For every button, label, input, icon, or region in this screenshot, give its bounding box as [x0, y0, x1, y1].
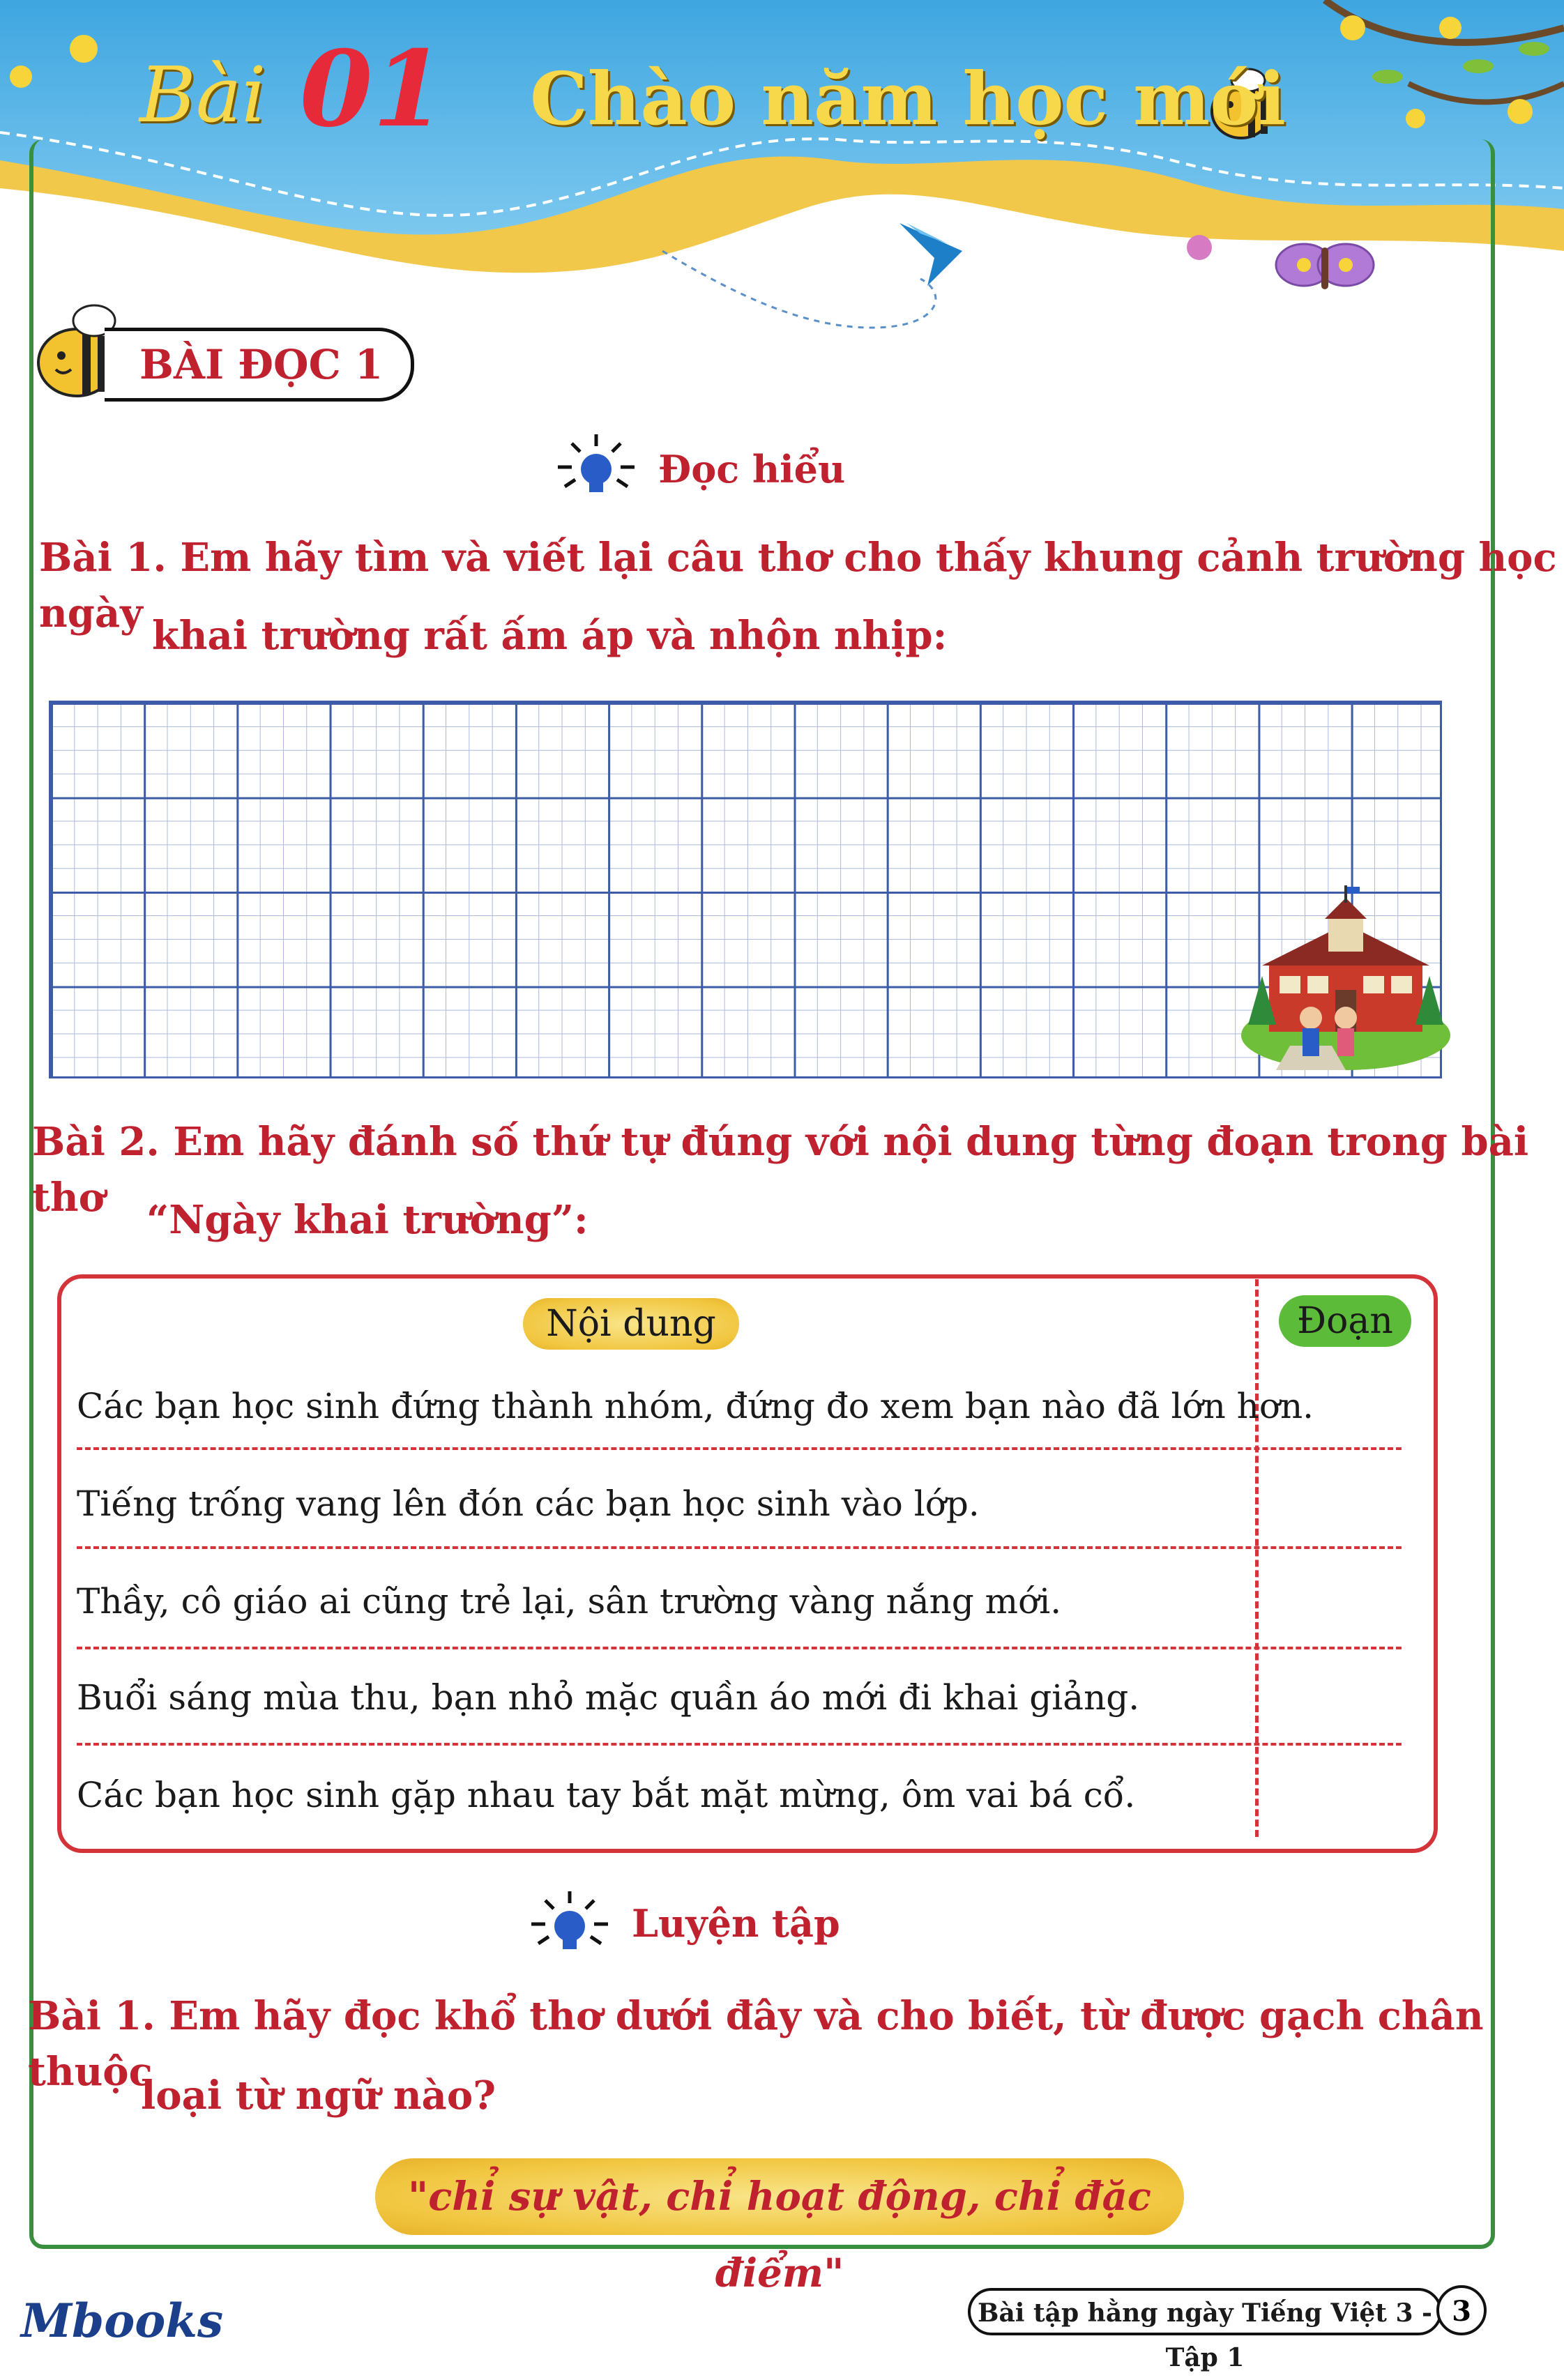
- table-row: Thầy, cô giáo ai cũng trẻ lại, sân trường vàng nắng mới.: [77, 1581, 1062, 1622]
- publisher-logo: Mbooks: [21, 2294, 224, 2348]
- table-row: Các bạn học sinh gặp nhau tay bắt mặt mừng, ôm vai bá cổ.: [77, 1775, 1136, 1815]
- q2-text: Em hãy đánh số thứ tự đúng với nội dung từng đoạn trong bài thơ: [32, 1119, 1529, 1221]
- lesson-title: Chào năm học mới: [530, 56, 1286, 142]
- q3-text: Em hãy đọc khổ thơ dưới đây và cho biết, từ được gạch chân thuộc: [28, 1993, 1484, 2095]
- lesson-word: Bài: [139, 50, 266, 139]
- book-title: Bài tập hằng ngày Tiếng Việt 3 - Tập 1: [968, 2288, 1442, 2335]
- q2-label: Bài 2.: [32, 1119, 160, 1165]
- section-tag: BÀI ĐỌC 1: [105, 328, 414, 402]
- q1-line2: khai trường rất ấm áp và nhộn nhịp:: [152, 613, 948, 659]
- paragraph-header: Đoạn: [1279, 1295, 1411, 1347]
- lightbulb-icon: [531, 1888, 608, 1958]
- table-row: Tiếng trống vang lên đón các bạn học sinh vào lớp.: [77, 1483, 980, 1524]
- writing-grid[interactable]: [49, 701, 1442, 1078]
- table-row: Buổi sáng mùa thu, bạn nhỏ mặc quần áo mới đi khai giảng.: [77, 1677, 1140, 1718]
- lightbulb-icon: [558, 431, 635, 501]
- table-row: Các bạn học sinh đứng thành nhóm, đứng đo xem bạn nào đã lớn hơn.: [77, 1386, 1314, 1426]
- practice-heading: Luyện tập: [632, 1901, 840, 1946]
- content-header: Nội dung: [523, 1298, 739, 1350]
- reading-heading: Đọc hiểu: [658, 447, 846, 491]
- page-number: 3: [1436, 2285, 1487, 2335]
- q1-label: Bài 1.: [39, 535, 167, 581]
- word-type-options: "chỉ sự vật, chỉ hoạt động, chỉ đặc điểm": [375, 2158, 1184, 2235]
- q3-line2: loại từ ngữ nào?: [141, 2073, 496, 2119]
- row-divider: [77, 1743, 1402, 1746]
- q3-label: Bài 1.: [28, 1993, 155, 2039]
- q2-line2: “Ngày khai trường”:: [146, 1197, 589, 1243]
- school-illustration: [1241, 885, 1450, 1074]
- row-divider: [77, 1647, 1402, 1649]
- ordering-table: [57, 1274, 1438, 1853]
- q1-text: Em hãy tìm và viết lại câu thơ cho thấy khung cảnh trường học ngày: [39, 535, 1557, 636]
- row-divider: [77, 1447, 1402, 1450]
- lesson-number: 01: [300, 28, 446, 151]
- row-divider: [77, 1546, 1402, 1549]
- column-divider: [1255, 1279, 1259, 1837]
